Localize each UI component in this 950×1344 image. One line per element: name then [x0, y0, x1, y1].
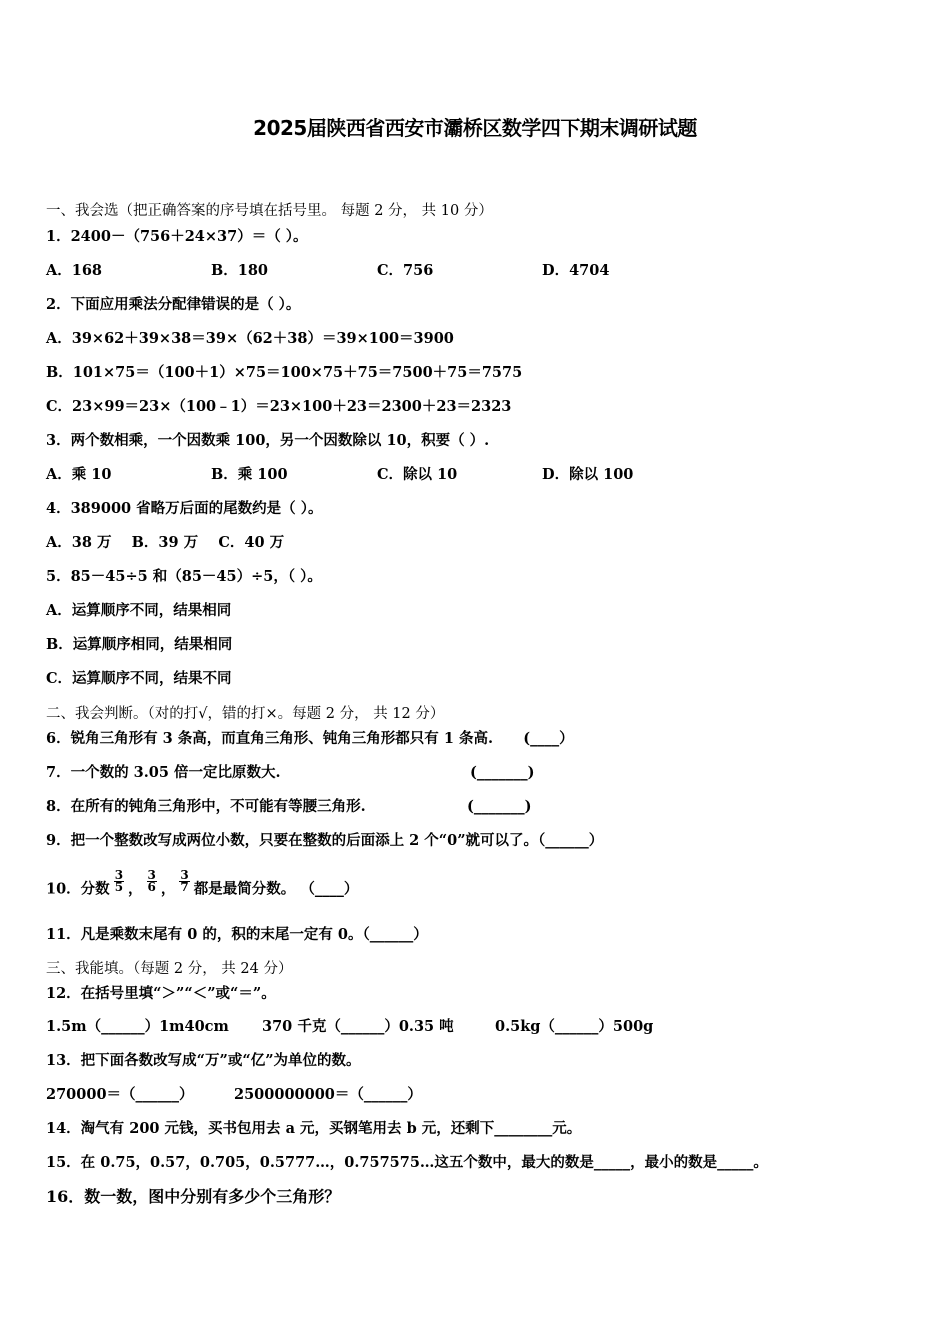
q3-option-b: B．乘 100 — [211, 466, 288, 483]
q2-stem: 2．下面应用乘法分配律错误的是（ ）。 — [46, 296, 301, 313]
q3-option-d: D．除以 100 — [542, 466, 634, 483]
q1-option-b: B．180 — [211, 262, 269, 279]
fraction-3-7: $\frac{3}{7}$ — [180, 868, 189, 894]
q8-text: 8．在所有的钝角三角形中，不可能有等腰三角形. — [46, 798, 366, 815]
q11: 11．凡是乘数末尾有 0 的，积的末尾一定有 0。（______） — [46, 926, 428, 943]
q8-answer-blank: (_______) — [467, 798, 532, 815]
q10-prefix: 10．分数 — [46, 880, 110, 898]
q15: 15．在 0.75，0.57，0.705，0.5777…，0.757575…这五个数中，最大的数是_____，最小的数是_____。 — [46, 1154, 768, 1171]
q1-option-c: C．756 — [377, 262, 434, 279]
q14: 14．淘气有 200 元钱，买书包用去 a 元，买钢笔用去 b 元，还剩下________元。 — [46, 1120, 582, 1137]
q12-stem: 12．在括号里填“＞”“＜”或“＝”。 — [46, 985, 276, 1002]
q2-option-a: A．39×62＋39×38＝39×（62＋38）＝39×100＝3900 — [46, 330, 454, 347]
q13-item-1: 270000＝（______） — [46, 1086, 194, 1103]
q12-item-2: 370 千克（______）0.35 吨 — [262, 1018, 454, 1035]
q10-separator: ， — [128, 880, 143, 898]
q5-stem: 5．85－45÷5 和（85－45）÷5，（ ）。 — [46, 568, 322, 585]
q7-text: 7．一个数的 3.05 倍一定比原数大. — [46, 764, 281, 781]
section-3-heading: 三、我能填。（每题 2 分， 共 24 分） — [46, 961, 293, 977]
q4-options: A．38 万 B．39 万 C．40 万 — [46, 534, 285, 551]
q1-option-d: D．4704 — [542, 262, 610, 279]
q1-stem: 1．2400－（756＋24×37）＝（ ）。 — [46, 228, 308, 245]
q9: 9．把一个整数改写成两位小数，只要在整数的后面添上 2 个“0”就可以了。（______） — [46, 832, 604, 849]
section-2-heading: 二、我会判断。（对的打√，错的打×。每题 2 分， 共 12 分） — [46, 706, 445, 722]
fraction-3-5: $\frac{3}{5}$ — [114, 868, 124, 894]
q10 — [46, 868, 359, 901]
q3-option-a: A．乘 10 — [46, 466, 112, 483]
q2-option-b: B．101×75＝（100＋1）×75＝100×75＋75＝7500＋75＝7575 — [46, 364, 523, 381]
q10-suffix: 都是最简分数。 （____） — [193, 880, 359, 898]
q3-stem: 3．两个数相乘，一个因数乘 100，另一个因数除以 10，积要（ ）. — [46, 432, 490, 449]
q12-item-3: 0.5kg（______）500g — [495, 1018, 654, 1035]
q7-answer-blank: (_______) — [470, 764, 535, 781]
q16: 16．数一数，图中分别有多少个三角形？ — [46, 1187, 341, 1206]
q13-stem: 13．把下面各数改写成“万”或“亿”为单位的数。 — [46, 1052, 361, 1069]
q6: 6．锐角三角形有 3 条高，而直角三角形、钝角三角形都只有 1 条高. (____） — [46, 730, 574, 747]
q1-option-a: A．168 — [46, 262, 103, 279]
q10-separator: ， — [160, 880, 176, 898]
q2-option-c: C．23×99＝23×（100﹣1）＝23×100＋23＝2300＋23＝2323 — [46, 398, 512, 415]
q5-option-c: C．运算顺序不同，结果不同 — [46, 670, 232, 687]
section-1-heading: 一、我会选（把正确答案的序号填在括号里。 每题 2 分， 共 10 分） — [46, 203, 493, 219]
q5-option-a: A．运算顺序不同，结果相同 — [46, 602, 232, 619]
q12-item-1: 1.5m（______）1m40cm — [46, 1018, 229, 1035]
page-title: 2025届陕西省西安市灞桥区数学四下期末调研试题 — [253, 116, 697, 140]
q5-option-b: B．运算顺序相同，结果相同 — [46, 636, 233, 653]
q3-option-c: C．除以 10 — [377, 466, 458, 483]
fraction-3-6: $\frac{3}{6}$ — [147, 868, 156, 894]
q13-item-2: 2500000000＝（______） — [234, 1086, 422, 1103]
q4-stem: 4．389000 省略万后面的尾数约是（ ）。 — [46, 500, 323, 517]
